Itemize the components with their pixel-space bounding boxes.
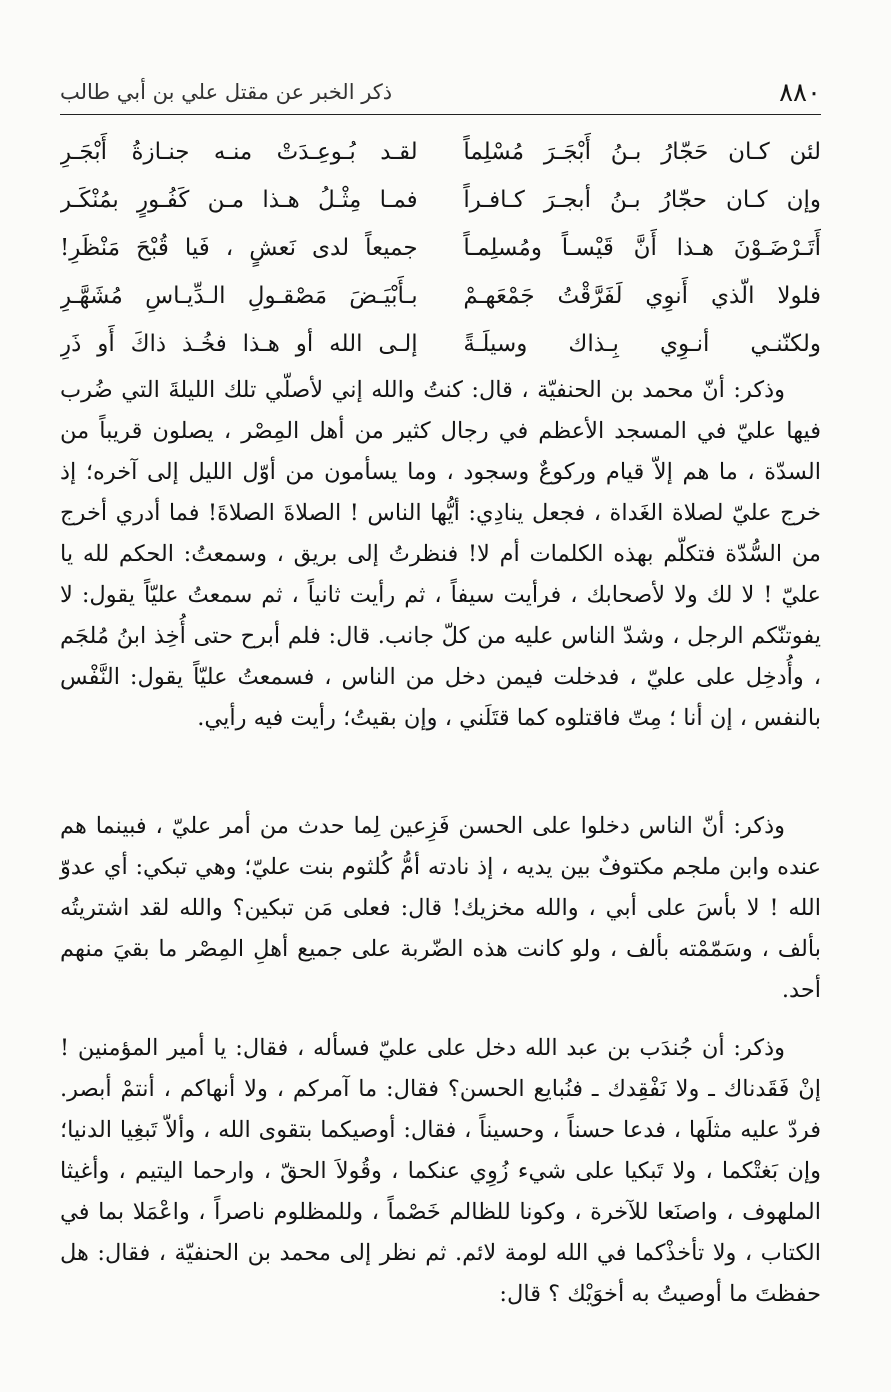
paragraph-umm-kulthum: وذكر: أنّ الناس دخلوا على الحسن فَزِعين لِما حدث من أمر عليّ ، فبينما هم عنده وابن ملجم مكتوفٌ بين يديه ، إذ نادته أمُّ كُلثوم بنت عليّ؛ وهي تبكي: أي عدوّ الله ! لا بأسَ على أبي ، والله مخزيك! قال: فعلى مَن تبكين؟ والله لقد اشتريتُه بألف ، وسَمّمْته بألف ، ولو كانت هذه الضّربة على جميع أهلِ المِصْر ما بقيَ منهم أحد. [60, 813, 821, 1003]
verse-first-hemistich: لئن كـان حَجّارُ بـنُ أَبْجَـرَ مُسْلِماً [463, 139, 821, 165]
verse-second-hemistich: فمـا مِثْـلُ هـذا مـن كَفُـورٍ بمُنْكَـر [60, 187, 418, 213]
paragraph-jundab: وذكر: أن جُندَب بن عبد الله دخل على عليّ فسأله ، فقال: يا أمير المؤمنين ! إنْ فَقَدناك ـ ولا نَفْقِدك ـ فنُبايع الحسن؟ فقال: ما آمركم ، ولا أنهاكم ، أنتمْ أبصر. فردّ عليه مثلَها ، فدعا حسناً ، وحسيناً ، فقال: أوصيكما بتقوى الله ، وألاّ تَبغِيا الدنيا؛ وإن بَغتْكما ، ولا تَبكيا على شيء زُوِي عنكما ، وقُولاَ الحقّ ، وارحما اليتيم ، وأغيثا الملهوف ، واصنَعا للآخرة ، وكونا للظالم خَصْماً ، وللمظلوم ناصراً ، واعْمَلا بما في الكتاب ، ولا تأخذْكما في الله لومة لائم. ثم نظر إلى محمد بن الحنفيّة ، فقال: هل حفظتَ ما أوصيتُ به أخوَيْك ؟ قال: [60, 1035, 821, 1307]
poem-verse [60, 272, 821, 320]
running-title: ذكر الخبر عن مقتل علي بن أبي طالب [60, 80, 393, 104]
verse-first-hemistich: فلولا الّذي أَنوِي لَفَرَّقْتُ جَمْعَهـمْ [463, 283, 821, 309]
verse-second-hemistich: إلـى الله أو هـذا فخُـذ ذاكَ أَو ذَرِ [60, 331, 418, 357]
verse-second-hemistich: لقـد بُـوعِـدَتْ منـه جنـازةُ أَبْجَـرِ [60, 139, 418, 165]
poem-verse [60, 176, 821, 224]
poem-verse [60, 320, 821, 368]
poem [60, 128, 821, 368]
verse-first-hemistich: ولكنّنـي أنـوِي بِـذاك وسيلَـةً [463, 331, 821, 357]
page-header [60, 74, 821, 115]
verse-second-hemistich: بـأَبْيَـضَ مَصْقـولِ الـدِّيـاسِ مُشَهَّـرِ [60, 283, 418, 309]
page-number: ٨٨٠ [779, 78, 821, 108]
poem-verse [60, 224, 821, 272]
body-text-block [60, 1028, 821, 1315]
body-text-block [60, 370, 821, 739]
paragraph-ibn-hanafiyya: وذكر: أنّ محمد بن الحنفيّة ، قال: كنتُ والله إني لأصلّي تلك الليلةَ التي ضُرب فيها عليّ في المسجد الأعظم في رجال كثير من أهل المِصْر ، يصلون قريباً من السدّة ، ما هم إلاّ قيام وركوعٌ وسجود ، وما يسأمون من أوّل الليل إلى آخره؛ إذ خرج عليّ لصلاة الغَداة ، فجعل ينادِي: أيُّها الناس ! الصلاةَ الصلاةَ! فما أدري أخرج من السُّدّة فتكلّم بهذه الكلمات أم لا! فنظرتُ إلى بريق ، وسمعتُ: الحكم لله يا عليّ ! لا لك ولا لأصحابك ، فرأيت سيفاً ، ثم رأيت ثانياً ، ثم سمعتُ عليّاً يقول: لا يفوتنّكم الرجل ، وشدّ الناس عليه من كلّ جانب. قال: فلم أبرح حتى أُخِذ ابنُ مُلجَم ، وأُدخِل على عليّ ، فدخلت فيمن دخل من الناس ، فسمعتُ عليّاً يقول: النَّفْس بالنفس ، إن أنا ؛ مِتّ فاقتلوه كما قتَلَني ، وإن بقيتُ؛ رأيت فيه رأيي. [60, 377, 821, 731]
verse-second-hemistich: جميعاً لدى نَعشٍ ، فَيا قُبْحَ مَنْظَرِ! [60, 235, 418, 261]
poem-verse [60, 128, 821, 176]
body-text-block [60, 806, 821, 1011]
verse-first-hemistich: وإن كـان حجّارُ بـنُ أبجـرَ كـافـراً [463, 187, 821, 213]
verse-first-hemistich: أَتَـرْضَـوْنَ هـذا أَنَّ قَيْسـاً ومُسلِمـاً [463, 235, 821, 261]
